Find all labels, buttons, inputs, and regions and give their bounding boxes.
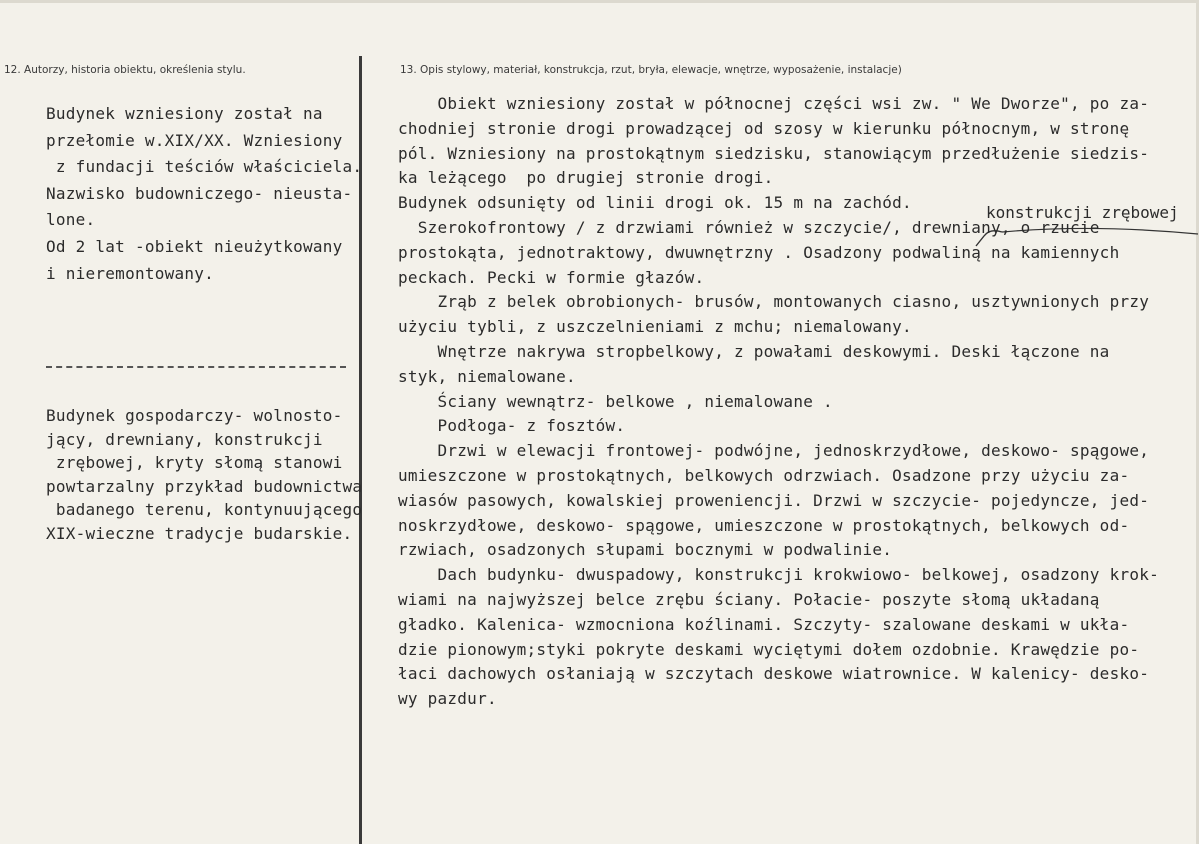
text-line: chodniej stronie drogi prowadzącej od szosy w kierunku północnym, w stronę (398, 118, 1130, 138)
text-line: użyciu tybli, z uszczelnieniami z mchu; niemalowany. (398, 317, 912, 337)
text-line: powtarzalny przykład budownictwa (46, 476, 363, 496)
text-line: Wnętrze nakrywa stropbelkowy, z powałami deskowymi. Deski łączone na (398, 342, 1110, 361)
text-line: lone. (46, 210, 96, 230)
text-line: badanego terenu, kontynuującego (46, 500, 363, 520)
text-line: wy pazdur. (398, 689, 497, 709)
text-line: wiami na najwyższej belce zrębu ściany. Połacie- poszyte słomą układaną (398, 590, 1100, 609)
text-line: rzwiach, osadzonych słupami bocznymi w podwalinie. (398, 540, 893, 560)
text-line: prostokąta, jednotraktowy, dwuwnętrzny . Osadzony podwaliną na kamiennych (398, 242, 1120, 262)
text-line: Drzwi w elewacji frontowej- podwójne, jednoskrzydłowe, deskowo- spągowe, (398, 441, 1150, 461)
text-line: dzie pionowym;styki pokryte deskami wyciętymi dołem ozdobnie. Krawędzie po- (398, 639, 1140, 659)
text-line: Budynek gospodarczy- wolnosto- (46, 406, 343, 425)
text-line: umieszczone w prostokątnych, belkowych odrzwiach. Osadzone przy użyciu za- (398, 466, 1130, 485)
text-line: Podłoga- z fosztów. (398, 416, 626, 436)
page-top-edge (0, 0, 1199, 3)
text-line: Nazwisko budowniczego- nieusta- (46, 183, 353, 203)
text-line: Zrąb z belek obrobionych- brusów, montowanych ciasno, usztywnionych przy (398, 292, 1150, 312)
section-separator (46, 366, 346, 368)
text-line: pól. Wzniesiony na prostokątnym siedzisku, stanowiącym przedłużenie siedzis- (398, 143, 1150, 163)
text-line: zrębowej, kryty słomą stanowi (46, 453, 343, 473)
text-line: noskrzydłowe, deskowo- spągowe, umieszczone w prostokątnych, belkowych od- (398, 515, 1130, 535)
text-line: i nieremontowany. (46, 263, 215, 283)
text-line: łaci dachowych osłaniają w szczytach deskowe wiatrownice. W kalenicy- desko- (398, 664, 1150, 684)
text-line: Obiekt wzniesiony został w północnej części wsi zw. " We Dworze", po za- (398, 94, 1150, 113)
text-line: Szerokofrontowy / z drzwiami również w szczycie/, drewniany, o rzucie (398, 218, 1100, 237)
text-line: ka leżącego po drugiej stronie drogi. (398, 168, 774, 188)
handwritten-annotation: konstrukcji zrębowej (986, 203, 1179, 222)
text-line: Ściany wewnątrz- belkowe , niemalowane . (398, 391, 833, 411)
text-line: Budynek odsunięty od linii drogi ok. 15 m na zachód. (398, 193, 912, 213)
text-line: Dach budynku- dwuspadowy, konstrukcji krokwiowo- belkowej, osadzony krok- (398, 565, 1159, 585)
text-line: XIX-wieczne tradycje budarskie. (46, 524, 353, 543)
text-line: z fundacji teściów właściciela. (46, 157, 363, 177)
text-line: wiasów pasowych, kowalskiej proweniencji. Drzwi w szczycie- pojedyncze, jed- (398, 490, 1150, 510)
text-line: gładko. Kalenica- wzmocniona koźlinami. Szczyty- szalowane deskami w ukła- (398, 614, 1130, 634)
right-column-header: 13. Opis stylowy, materiał, konstrukcja, rzut, bryła, elewacje, wnętrze, wyposażenie, instalacje) (400, 64, 902, 76)
text-line: peckach. Pecki w formie głazów. (398, 267, 705, 287)
text-line: Budynek wzniesiony został na (46, 104, 323, 123)
text-line: jący, drewniany, konstrukcji (46, 429, 323, 449)
text-line: Od 2 lat -obiekt nieużytkowany (46, 237, 343, 256)
left-column-header: 12. Autorzy, historia obiektu, określenia stylu. (4, 64, 246, 76)
text-line: styk, niemalowane. (398, 366, 576, 386)
text-line: przełomie w.XIX/XX. Wzniesiony (46, 130, 343, 150)
